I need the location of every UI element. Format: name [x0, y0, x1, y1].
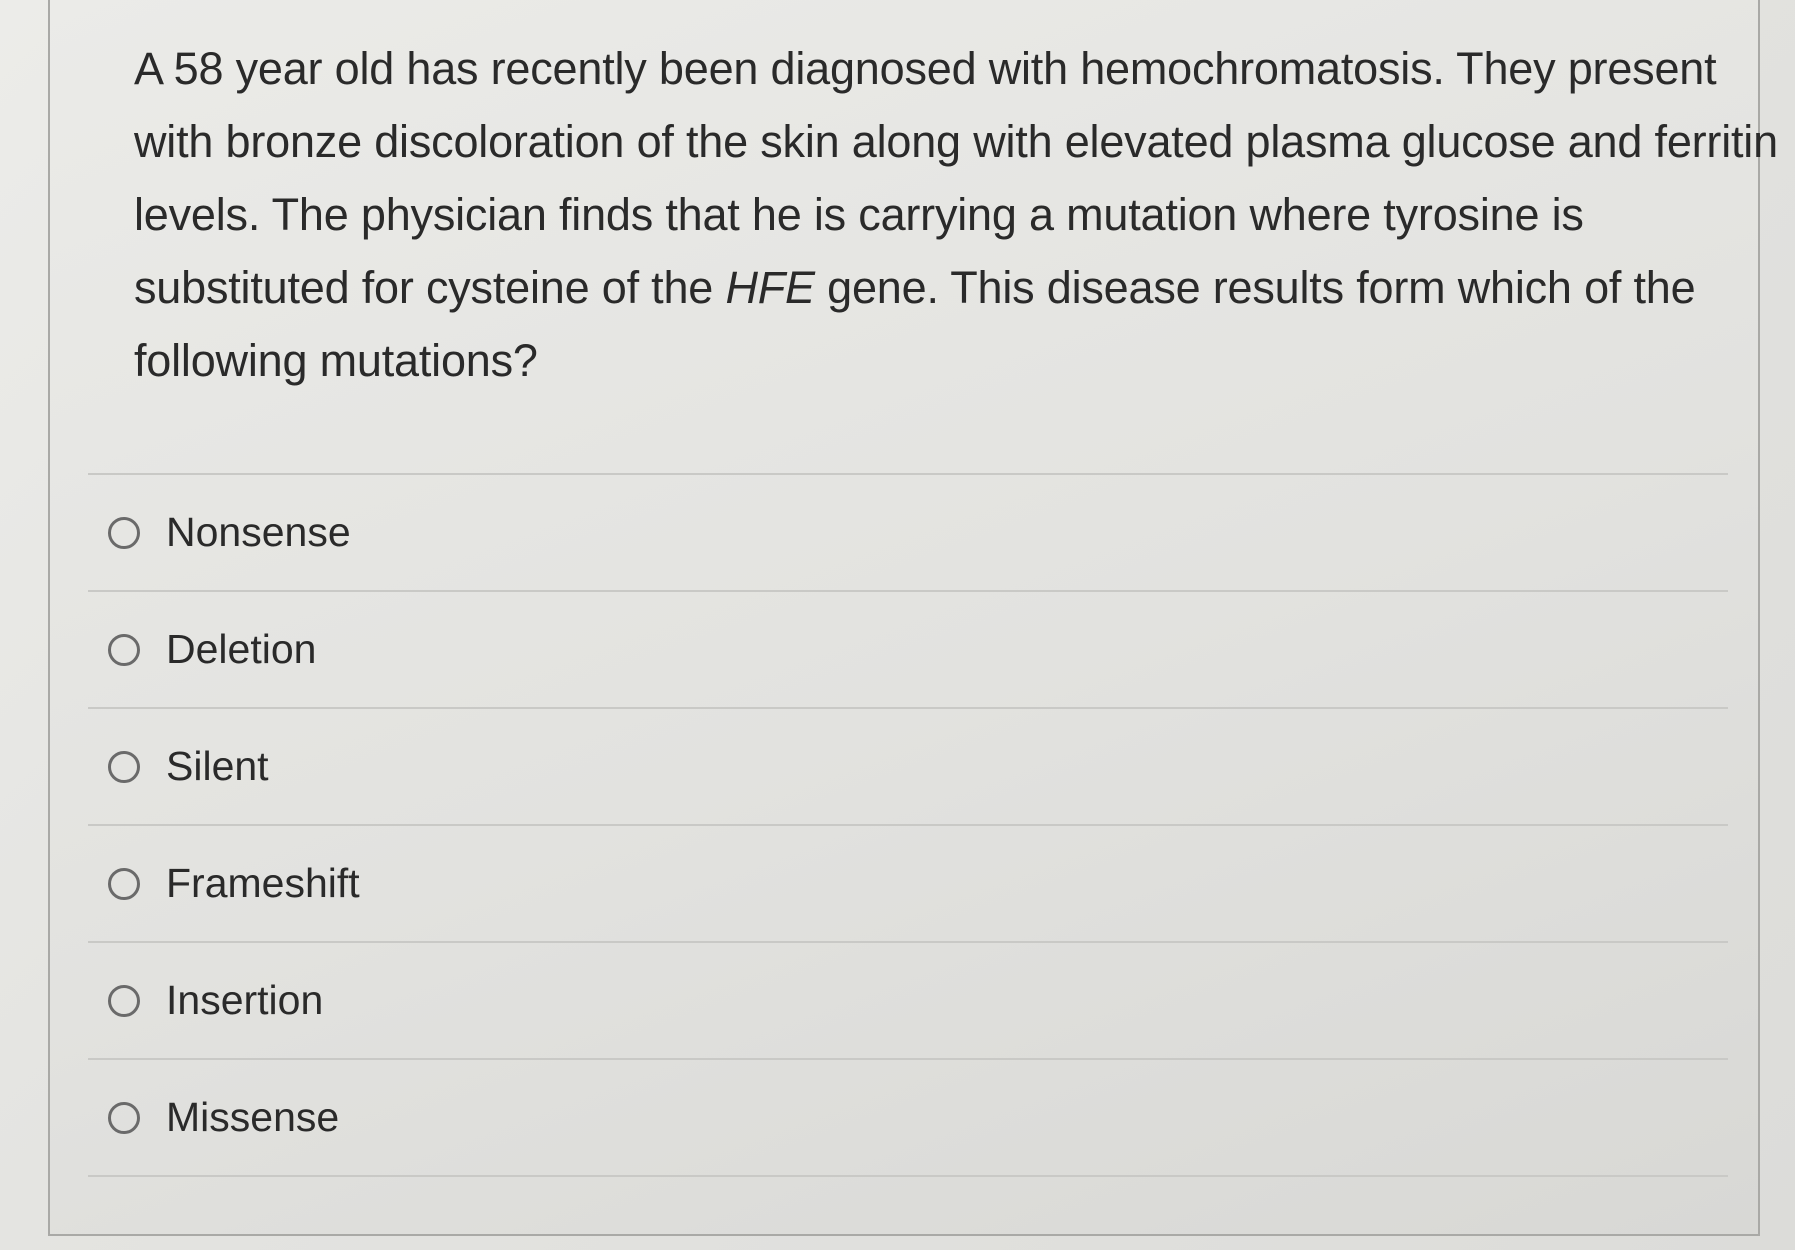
radio-button-icon[interactable]	[108, 751, 140, 783]
option-insertion[interactable]	[88, 943, 1728, 1060]
option-label: Insertion	[166, 977, 324, 1023]
option-label: Frameshift	[166, 860, 360, 906]
option-label: Missense	[166, 1094, 340, 1140]
question-text	[134, 32, 1794, 397]
question-text-part1: A 58 year old has recently been diagnosed with hemochromatosis. They present with bronze discoloration of the skin along with elevated plasma glucose and ferritin levels. The physician finds that he is carrying a mutation where tyrosine is substituted for cysteine of the	[134, 43, 1778, 313]
option-label: Deletion	[166, 626, 317, 672]
radio-button-icon[interactable]	[108, 868, 140, 900]
question-text-part2: gene. This disease results form which of the following mutations?	[134, 262, 1696, 386]
radio-button-icon[interactable]	[108, 985, 140, 1017]
option-frameshift[interactable]	[88, 826, 1728, 943]
option-label: Nonsense	[166, 509, 351, 555]
radio-button-icon[interactable]	[108, 634, 140, 666]
option-nonsense[interactable]	[88, 475, 1728, 592]
answer-options	[88, 473, 1728, 1177]
option-silent[interactable]	[88, 709, 1728, 826]
option-missense[interactable]	[88, 1060, 1728, 1177]
option-label: Silent	[166, 743, 269, 789]
option-deletion[interactable]	[88, 592, 1728, 709]
gene-name: HFE	[725, 262, 815, 313]
radio-button-icon[interactable]	[108, 517, 140, 549]
radio-button-icon[interactable]	[108, 1102, 140, 1134]
